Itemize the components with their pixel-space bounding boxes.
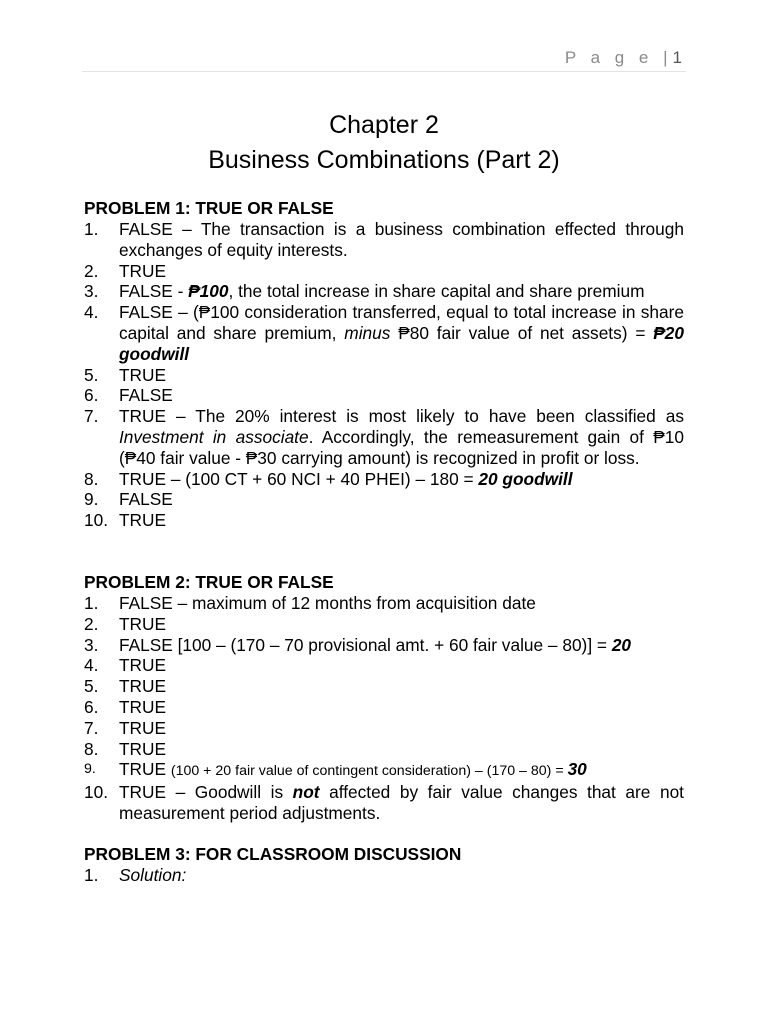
item-number: 5.: [84, 676, 99, 697]
item-text: TRUE: [119, 676, 167, 697]
item-number: 9.: [84, 489, 99, 510]
list-item: [84, 614, 684, 635]
item-text: TRUE: [119, 655, 167, 676]
item-text-small: (100 + 20 fair value of contingent consideration) – (170 – 80) =: [170, 763, 568, 780]
item-emphasis: ₱20 goodwill: [119, 322, 684, 364]
item-italic: minus: [344, 322, 391, 343]
item-text: FALSE: [119, 385, 173, 406]
item-text: [119, 469, 684, 490]
list-item: [84, 261, 684, 282]
list-item: [84, 385, 684, 406]
list-item: [84, 718, 684, 739]
item-text-part: FALSE – (₱100 consideration transferred, equal to total increase in share capital and share premium,: [119, 302, 684, 343]
item-number: 9.: [84, 761, 96, 778]
section-gap: [84, 531, 684, 572]
list-item: [84, 302, 684, 364]
item-text: [119, 782, 684, 824]
page-header: [565, 48, 682, 68]
page-number: 1: [672, 48, 682, 67]
item-text: TRUE: [119, 364, 167, 385]
item-text: TRUE: [119, 738, 167, 759]
list-item: [84, 676, 684, 697]
list-item: [84, 406, 684, 468]
list-item: [84, 739, 684, 760]
list-item: [84, 782, 684, 824]
list-item: [84, 865, 684, 886]
item-number: 7.: [84, 406, 99, 427]
item-text-part: TRUE – (100 CT + 60 NCI + 40 PHEI) – 180 =: [119, 468, 479, 489]
item-text: TRUE: [119, 260, 167, 281]
item-text: FALSE – The transaction is a business combination effected through exchanges of equity interests.: [119, 219, 684, 260]
chapter-subtitle: Business Combinations (Part 2): [208, 146, 560, 174]
item-number: 4.: [84, 655, 99, 676]
item-text: [119, 302, 684, 364]
item-emphasis: not: [292, 782, 320, 803]
item-emphasis: 20: [611, 634, 632, 655]
list-item: [84, 281, 684, 302]
item-number: 1.: [84, 864, 99, 885]
list-item: [84, 510, 684, 531]
item-number: 5.: [84, 364, 99, 385]
list-item: [84, 759, 684, 782]
problem3-heading: PROBLEM 3: FOR CLASSROOM DISCUSSION: [84, 843, 462, 864]
list-item: [84, 593, 684, 614]
title-block: [0, 108, 768, 178]
item-text: FALSE: [119, 489, 173, 510]
item-text: [119, 406, 684, 468]
list-item: [84, 469, 684, 490]
item-italic: Investment in associate: [119, 426, 309, 447]
item-text-part: ₱80 fair value of net assets) =: [390, 322, 654, 343]
item-text-part: . Accordingly, the remeasurement gain of ₱10 (₱40 fair value - ₱30 carrying amount) is recognized in profit or loss.: [119, 426, 684, 468]
list-item: [84, 655, 684, 676]
item-emphasis: ₱100: [188, 281, 229, 302]
problem3-list: [84, 865, 684, 886]
item-number: 10.: [84, 782, 109, 803]
answer-content: [84, 198, 684, 886]
item-number: 1.: [84, 592, 99, 613]
list-item: [84, 635, 684, 656]
item-text: TRUE: [119, 696, 167, 717]
item-number: 7.: [84, 717, 99, 738]
item-text: TRUE: [119, 613, 167, 634]
item-text: TRUE: [119, 510, 167, 531]
item-text-part: FALSE [100 – (170 – 70 provisional amt. + 60 fair value – 80)] =: [119, 634, 612, 655]
item-text-part: TRUE: [119, 759, 171, 780]
item-text-part: TRUE – The 20% interest is most likely to have been classified as: [119, 406, 684, 427]
section-gap: [84, 824, 684, 844]
item-text: TRUE: [119, 717, 167, 738]
item-number: 2.: [84, 613, 99, 634]
list-item: [84, 489, 684, 510]
item-text-part: , the total increase in share capital and share premium: [228, 281, 645, 302]
item-number: 10.: [84, 510, 109, 531]
page-label: P a g e |: [564, 48, 673, 67]
item-number: 6.: [84, 696, 99, 717]
item-number: 8.: [84, 468, 99, 489]
item-text: [119, 759, 684, 782]
chapter-title: Chapter 2: [329, 111, 439, 139]
problem2-heading: PROBLEM 2: TRUE OR FALSE: [84, 571, 334, 592]
item-text: [119, 635, 684, 656]
item-number: 3.: [84, 634, 99, 655]
item-text-part: FALSE -: [119, 281, 189, 302]
item-text: [119, 281, 684, 302]
item-number: 1.: [84, 219, 99, 239]
item-emphasis: 20 goodwill: [478, 468, 573, 489]
problem2-list: [84, 593, 684, 824]
list-item: [84, 365, 684, 386]
item-number: 4.: [84, 302, 99, 323]
list-item: [84, 697, 684, 718]
item-text-part: affected by fair value changes that are not measurement period adjustments.: [119, 782, 684, 823]
list-item: [84, 219, 684, 261]
item-number: 6.: [84, 385, 99, 406]
item-emphasis: 30: [567, 759, 587, 780]
problem1-heading: PROBLEM 1: TRUE OR FALSE: [84, 198, 334, 218]
problem1-list: [84, 219, 684, 531]
item-text-part: TRUE – Goodwill is: [119, 782, 293, 803]
item-text: FALSE – maximum of 12 months from acquisition date: [119, 592, 536, 613]
item-number: 8.: [84, 738, 99, 759]
item-number: 3.: [84, 281, 99, 302]
item-text: Solution:: [119, 864, 187, 885]
item-number: 2.: [84, 260, 99, 281]
header-rule: [82, 71, 686, 72]
